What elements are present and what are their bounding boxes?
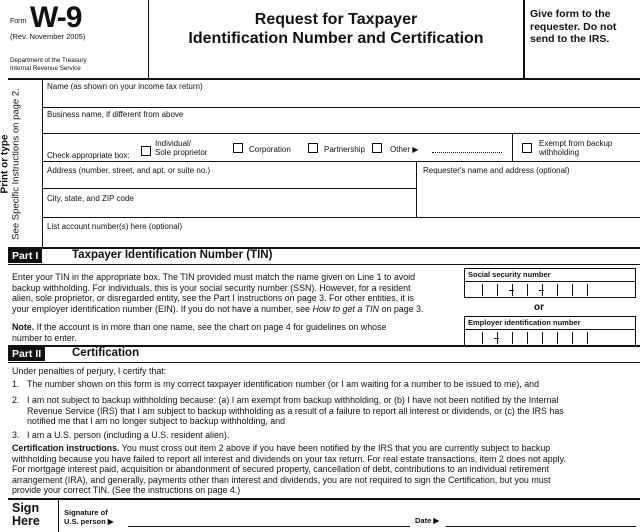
- sign-here-label: [12, 502, 40, 528]
- header-bottom-rule: [8, 78, 640, 80]
- item2-text: [27, 395, 639, 427]
- ssn-digit-divider: [587, 284, 588, 296]
- check-box-label: Check appropriate box:: [47, 151, 130, 160]
- rule: [42, 107, 640, 108]
- part2-tag: Part II: [8, 347, 45, 361]
- note-line-2: number to enter.: [12, 332, 77, 343]
- other-fill-line[interactable]: [432, 152, 502, 153]
- exempt-line-1: Exempt from backup: [539, 139, 613, 148]
- part1-line-4c: on page 3.: [379, 303, 424, 314]
- exempt-divider: [512, 133, 513, 161]
- item1-number: 1.: [12, 379, 20, 389]
- date-field[interactable]: [446, 526, 636, 527]
- perjury-intro: Under penalties of perjury, I certify that:: [12, 366, 167, 376]
- item3-text: I am a U.S. person (including a U.S. resident alien).: [27, 430, 230, 440]
- part2-title-rule: [8, 362, 640, 363]
- item1-text: The number shown on this form is my correct taxpayer identification number (or I am waiting for a number to be issued to me), and: [27, 379, 540, 389]
- department-line-1: Department of the Treasury: [10, 57, 87, 64]
- part1-title-rule: [8, 264, 640, 265]
- account-field-label[interactable]: List account number(s) here (optional): [47, 222, 183, 231]
- header-divider-right: [523, 0, 525, 78]
- part2-title: Certification: [72, 347, 140, 359]
- ssn-digit-divider: [572, 284, 573, 296]
- right-line-2: requester. Do not: [530, 20, 617, 33]
- ein-digit-divider: [587, 332, 588, 344]
- part1-line: alien, sole proprietor, or disregarded entity, see the Part I instructions on page 3. For other entities, it is: [12, 293, 414, 304]
- part1-line: Enter your TIN in the appropriate box. The TIN provided must match the name given on Line 1 to avoid: [12, 272, 416, 282]
- other-label: Other ▶: [390, 145, 419, 154]
- ssn-dash: [539, 290, 544, 291]
- rule: [42, 161, 640, 162]
- ein-digit-divider: [557, 332, 558, 344]
- side-label-see: See Specific Instructions on page 2.: [10, 88, 21, 240]
- exempt-label: [539, 139, 612, 157]
- right-line-1: Give form to the: [530, 8, 611, 20]
- cert-line: For mortgage interest paid, acquisition or abandonment of secured property, cancellation of debt, contributions to an individual retirement: [12, 464, 550, 475]
- or-label: or: [534, 302, 544, 313]
- form-title: [150, 10, 522, 48]
- individual-label: [155, 139, 207, 157]
- corporation-checkbox[interactable]: [233, 143, 243, 153]
- individual-line-1: Individual/: [155, 139, 192, 148]
- header-divider-left: [148, 0, 149, 78]
- ein-digit-divider: [512, 332, 513, 344]
- item2-line: notified me that I am no longer subject to backup withholding, and: [27, 416, 286, 427]
- title-line-2: Identification Number and Certification: [188, 30, 484, 47]
- item2-line: I am not subject to backup withholding because: (a) I am exempt from backup withholding, or (b) I have not been notified by the Internal: [27, 395, 559, 405]
- certification-instructions: [12, 443, 640, 496]
- form-number: W-9: [30, 1, 82, 34]
- ein-label: Employer identification number: [468, 318, 581, 327]
- ein-dash: [494, 338, 499, 339]
- cert-bold: Certification instructions.: [12, 443, 120, 453]
- part1-title: Taxpayer Identification Number (TIN): [72, 249, 273, 261]
- part1-line-4a: your employer identification number (EIN). If you do not have a number, see: [12, 303, 313, 314]
- ssn-dash: [509, 290, 514, 291]
- exempt-line-2: withholding: [539, 148, 580, 157]
- address-field-label[interactable]: Address (number, street, and apt. or suite no.): [47, 166, 211, 175]
- rule: [42, 133, 640, 134]
- give-form-note: [530, 8, 640, 46]
- form-word: Form: [10, 18, 27, 25]
- signature-line-2: U.S. person ▶: [64, 517, 114, 526]
- item2-number: 2.: [12, 395, 20, 405]
- ssn-label: Social security number: [468, 270, 551, 279]
- signature-line-1: Signature of: [64, 508, 108, 517]
- note-bold: Note.: [12, 322, 35, 332]
- here-word: Here: [12, 514, 40, 528]
- ein-digit-divider: [572, 332, 573, 344]
- partnership-checkbox[interactable]: [308, 143, 318, 153]
- form-id-block: [10, 3, 150, 75]
- note-text: If the account is in more than one name, see the chart on page 4 for guidelines on whose: [34, 322, 387, 332]
- cert-line-1: You must cross out item 2 above if you have been notified by the IRS that you are currently subject to backup: [119, 443, 551, 453]
- ein-digit-divider: [542, 332, 543, 344]
- how-to-get-tin: How to get a TIN: [312, 303, 380, 314]
- date-label: Date ▶: [415, 516, 440, 525]
- ein-digit-divider: [527, 332, 528, 344]
- exempt-checkbox[interactable]: [522, 143, 532, 153]
- requester-field-label[interactable]: Requester's name and address (optional): [423, 166, 570, 175]
- name-field-label[interactable]: Name (as shown on your income tax return): [47, 82, 203, 91]
- department-line-2: Internal Revenue Service: [10, 64, 81, 72]
- rule: [42, 188, 416, 189]
- part1-line: backup withholding. For individuals, this is your social security number (SSN). However, for a resident: [12, 282, 411, 293]
- cert-line: provide your correct TIN. (See the instructions on page 4.): [12, 485, 241, 496]
- cert-line: [12, 443, 640, 454]
- item3-number: 3.: [12, 430, 20, 440]
- sign-word: Sign: [12, 501, 40, 515]
- corporation-label: Corporation: [249, 145, 291, 154]
- form-revision: (Rev. November 2005): [10, 32, 86, 41]
- signature-field[interactable]: [128, 526, 410, 527]
- ssn-digit-divider: [557, 284, 558, 296]
- part1-tag: Part I: [8, 249, 42, 263]
- cert-line: withholding because you have failed to report all interest and dividends on your tax return. For real estate transactions, item 2 does not apply.: [12, 453, 566, 464]
- department: [10, 57, 87, 72]
- ein-digit-divider: [482, 332, 483, 344]
- partnership-label: Partnership: [324, 145, 365, 154]
- sign-top-rule: [8, 498, 640, 500]
- business-name-field-label[interactable]: Business name, if different from above: [47, 110, 184, 119]
- part1-note: [12, 322, 464, 343]
- side-label-print: Print or type: [0, 134, 11, 194]
- part1-line: [12, 304, 464, 315]
- ssn-digit-divider: [527, 284, 528, 296]
- ein-label-rule: [464, 329, 636, 330]
- title-line-1: Request for Taxpayer: [254, 11, 418, 28]
- signature-label: [64, 508, 114, 526]
- field-grid-left-border: [42, 80, 43, 248]
- item2-line: Revenue Service (IRS) that I am subject to backup withholding as a result of a failure to report all interest or dividends, or (c) the IRS has: [27, 405, 564, 416]
- ssn-digit-divider: [497, 284, 498, 296]
- note-line-1: [12, 322, 464, 333]
- part1-instructions: [12, 272, 464, 314]
- right-line-3: send to the IRS.: [530, 33, 610, 45]
- rule: [42, 217, 640, 218]
- individual-line-2: Sole proprietor: [155, 148, 208, 157]
- requester-divider: [416, 161, 417, 217]
- side-label-text: [1, 88, 22, 240]
- other-checkbox[interactable]: [372, 143, 382, 153]
- side-instructions-label: [0, 80, 22, 248]
- individual-checkbox[interactable]: [141, 146, 151, 156]
- cert-line: arrangement (IRA), and generally, payments other than interest and dividends, you are not required to sign the Certification, but you must: [12, 474, 551, 485]
- ssn-digit-divider: [482, 284, 483, 296]
- city-field-label[interactable]: City, state, and ZIP code: [47, 194, 134, 203]
- ssn-label-rule: [464, 281, 636, 282]
- sign-divider: [58, 499, 59, 532]
